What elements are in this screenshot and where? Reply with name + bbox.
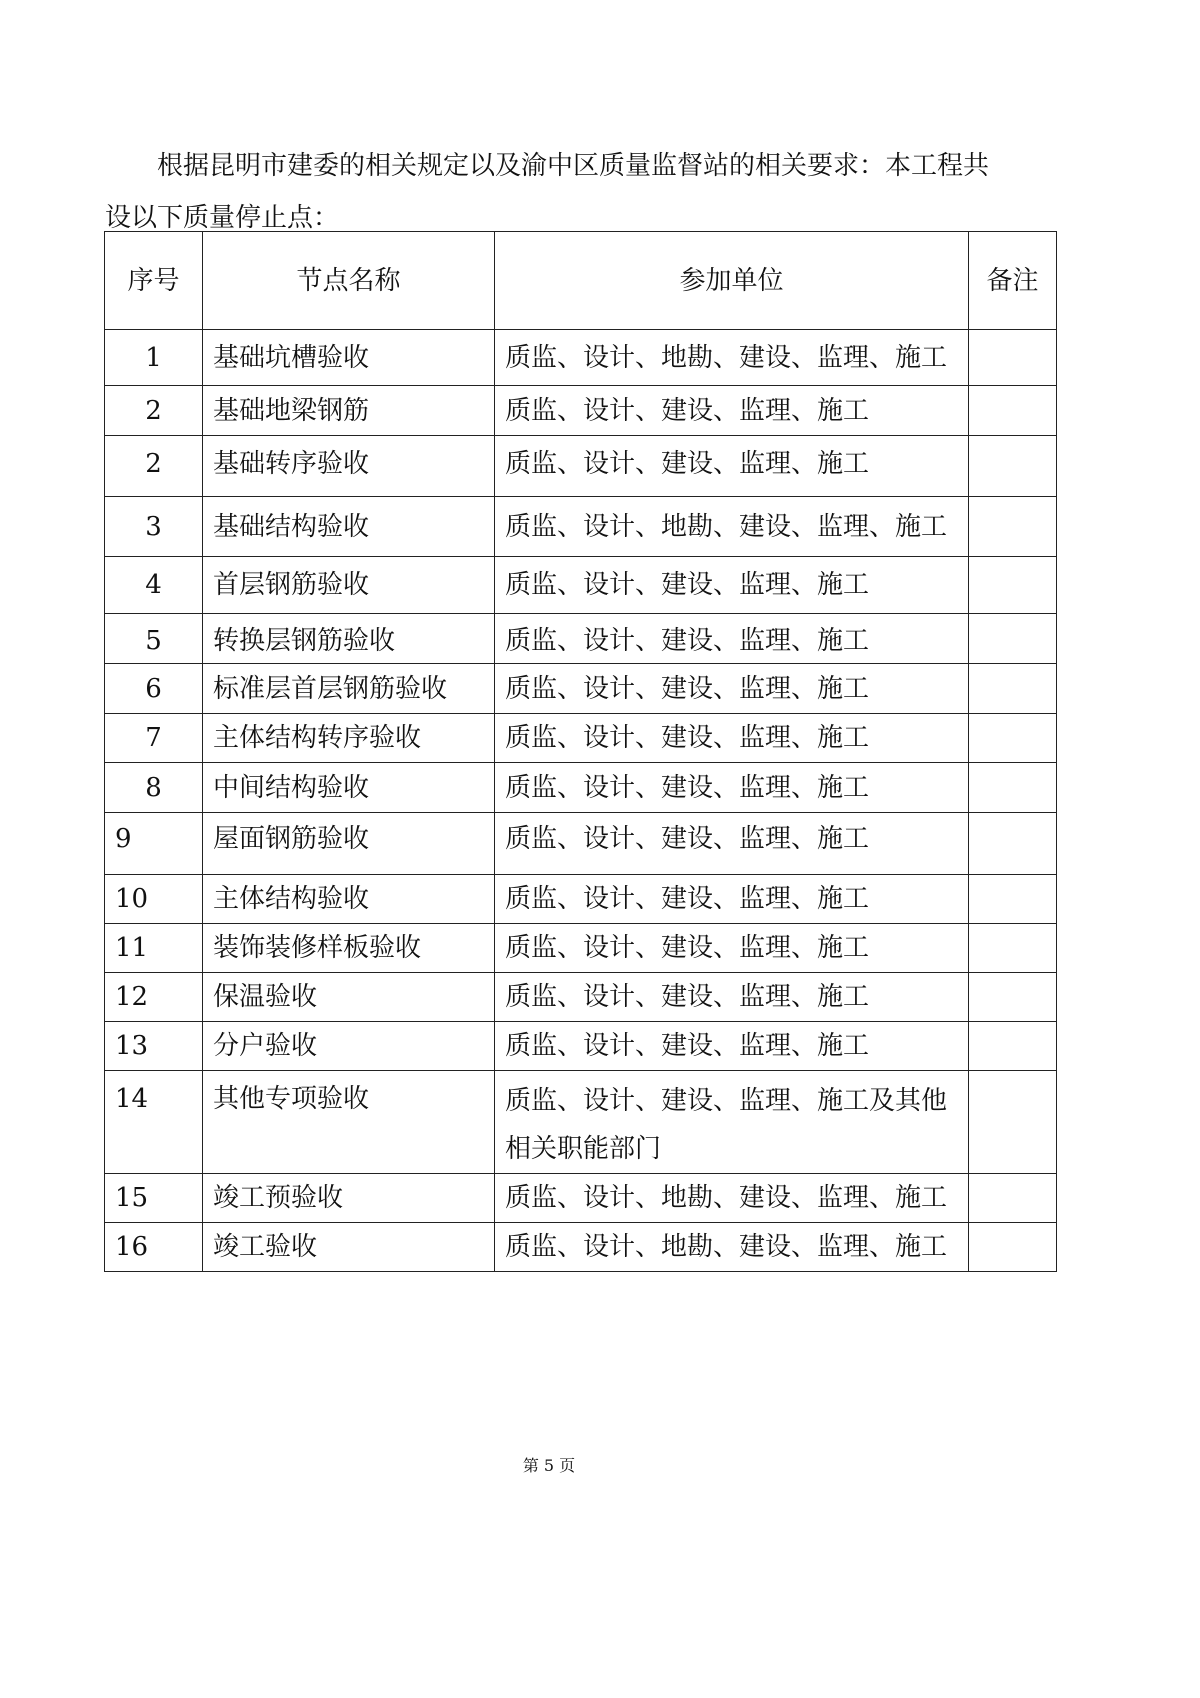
intro-paragraph	[105, 140, 995, 244]
row-note	[969, 924, 1057, 973]
row-note	[969, 497, 1057, 557]
row-name: 基础坑槽验收	[203, 330, 495, 386]
row-name: 基础结构验收	[203, 497, 495, 557]
row-no: 4	[105, 557, 203, 614]
table-header-row	[105, 232, 1057, 330]
row-no: 7	[105, 714, 203, 763]
row-no: 3	[105, 497, 203, 557]
row-no: 9	[105, 813, 203, 875]
row-note	[969, 1071, 1057, 1174]
row-no: 12	[105, 973, 203, 1022]
header-name: 节点名称	[203, 232, 495, 330]
table-row	[105, 614, 1057, 664]
row-units: 质监、设计、建设、监理、施工	[495, 813, 969, 875]
row-note	[969, 330, 1057, 386]
row-name: 屋面钢筋验收	[203, 813, 495, 875]
header-no: 序号	[105, 232, 203, 330]
row-name: 竣工验收	[203, 1223, 495, 1272]
row-units: 质监、设计、建设、监理、施工	[495, 1022, 969, 1071]
row-units: 质监、设计、建设、监理、施工	[495, 875, 969, 924]
row-name: 竣工预验收	[203, 1174, 495, 1223]
table-row	[105, 436, 1057, 497]
row-no: 11	[105, 924, 203, 973]
row-no: 1	[105, 330, 203, 386]
row-units: 质监、设计、地勘、建设、监理、施工	[495, 497, 969, 557]
row-note	[969, 763, 1057, 813]
row-units: 质监、设计、建设、监理、施工及其他相关职能部门	[495, 1071, 969, 1174]
row-note	[969, 875, 1057, 924]
row-note	[969, 1022, 1057, 1071]
table-row	[105, 973, 1057, 1022]
row-no: 10	[105, 875, 203, 924]
row-name: 标准层首层钢筋验收	[203, 664, 495, 714]
row-no: 16	[105, 1223, 203, 1272]
row-name: 其他专项验收	[203, 1071, 495, 1174]
row-no: 14	[105, 1071, 203, 1174]
table-row	[105, 497, 1057, 557]
row-units: 质监、设计、地勘、建设、监理、施工	[495, 1174, 969, 1223]
row-note	[969, 386, 1057, 436]
table-row	[105, 813, 1057, 875]
table-row	[105, 924, 1057, 973]
row-no: 2	[105, 436, 203, 497]
table-row	[105, 1071, 1057, 1174]
row-name: 转换层钢筋验收	[203, 614, 495, 664]
table-row	[105, 1022, 1057, 1071]
row-name: 中间结构验收	[203, 763, 495, 813]
page-number: 第 5 页	[522, 1456, 576, 1475]
row-note	[969, 973, 1057, 1022]
row-no: 15	[105, 1174, 203, 1223]
row-units: 质监、设计、建设、监理、施工	[495, 386, 969, 436]
table-row	[105, 1223, 1057, 1272]
header-note: 备注	[969, 232, 1057, 330]
row-units: 质监、设计、建设、监理、施工	[495, 557, 969, 614]
row-units: 质监、设计、建设、监理、施工	[495, 436, 969, 497]
row-note	[969, 714, 1057, 763]
table-row	[105, 664, 1057, 714]
row-units: 质监、设计、地勘、建设、监理、施工	[495, 1223, 969, 1272]
table-row	[105, 557, 1057, 614]
row-units: 质监、设计、建设、监理、施工	[495, 664, 969, 714]
row-note	[969, 664, 1057, 714]
row-note	[969, 436, 1057, 497]
row-name: 基础转序验收	[203, 436, 495, 497]
row-name: 主体结构转序验收	[203, 714, 495, 763]
row-no: 2	[105, 386, 203, 436]
table-row	[105, 330, 1057, 386]
row-units: 质监、设计、地勘、建设、监理、施工	[495, 330, 969, 386]
row-note	[969, 1223, 1057, 1272]
row-name: 主体结构验收	[203, 875, 495, 924]
intro-text: 根据昆明市建委的相关规定以及渝中区质量监督站的相关要求：本工程共设以下质量停止点：	[105, 151, 990, 233]
row-note	[969, 813, 1057, 875]
row-no: 8	[105, 763, 203, 813]
table-row	[105, 714, 1057, 763]
row-note	[969, 1174, 1057, 1223]
row-units: 质监、设计、建设、监理、施工	[495, 714, 969, 763]
row-name: 装饰装修样板验收	[203, 924, 495, 973]
table-row	[105, 1174, 1057, 1223]
quality-stop-points-table	[104, 231, 1057, 1272]
row-name: 保温验收	[203, 973, 495, 1022]
row-units: 质监、设计、建设、监理、施工	[495, 924, 969, 973]
table-row	[105, 875, 1057, 924]
row-no: 13	[105, 1022, 203, 1071]
row-no: 5	[105, 614, 203, 664]
table-row	[105, 386, 1057, 436]
row-units: 质监、设计、建设、监理、施工	[495, 973, 969, 1022]
row-note	[969, 557, 1057, 614]
row-note	[969, 614, 1057, 664]
row-name: 分户验收	[203, 1022, 495, 1071]
row-units: 质监、设计、建设、监理、施工	[495, 763, 969, 813]
header-units: 参加单位	[495, 232, 969, 330]
row-name: 首层钢筋验收	[203, 557, 495, 614]
row-name: 基础地梁钢筋	[203, 386, 495, 436]
table-row	[105, 763, 1057, 813]
row-no: 6	[105, 664, 203, 714]
row-units: 质监、设计、建设、监理、施工	[495, 614, 969, 664]
